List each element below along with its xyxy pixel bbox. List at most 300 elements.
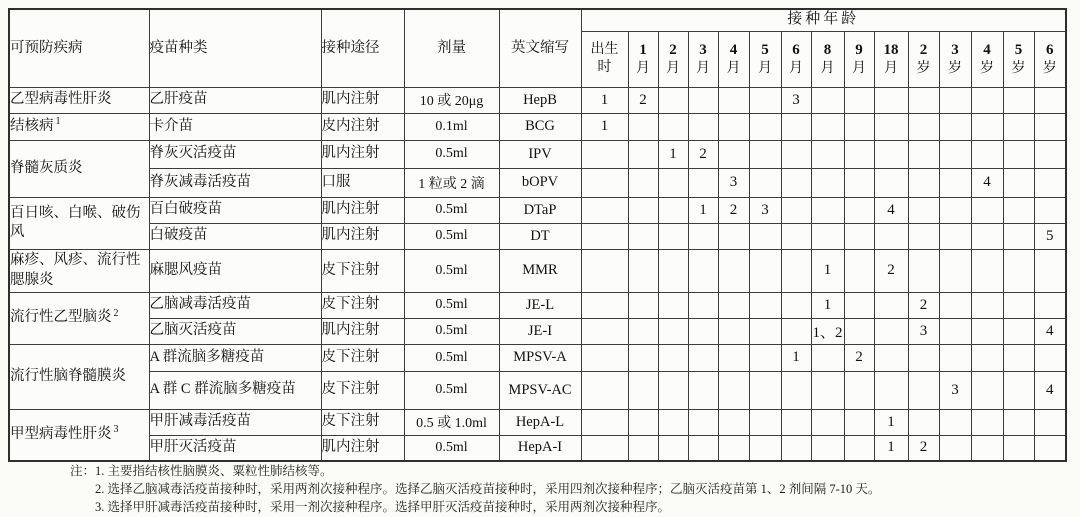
route-cell: 肌内注射 <box>321 87 404 113</box>
dose-grid-cell <box>628 435 658 461</box>
dose-grid-cell <box>939 409 971 435</box>
dose-grid-cell <box>1003 113 1034 140</box>
dose-grid-cell <box>971 140 1003 168</box>
dose-grid-cell <box>749 292 781 318</box>
age-col-header <box>939 31 971 87</box>
dose-grid-cell: 3 <box>781 87 811 113</box>
age-col-number: 出生 <box>590 41 619 57</box>
age-col-unit: 月 <box>852 60 866 76</box>
vaccine-cell: 甲肝减毒活疫苗 <box>149 409 321 435</box>
dose-grid-cell <box>811 140 844 168</box>
dose-grid-cell <box>781 409 811 435</box>
dose-grid-cell <box>628 409 658 435</box>
dose-grid-cell <box>874 318 908 344</box>
age-col-unit: 月 <box>789 60 803 76</box>
vaccine-row <box>9 435 1066 461</box>
dose-grid-cell <box>844 318 874 344</box>
dose-grid-cell <box>581 140 628 168</box>
dose-grid-cell <box>749 223 781 249</box>
dose-grid-cell <box>749 249 781 292</box>
dose-grid-cell: 4 <box>874 197 908 223</box>
dose-grid-cell <box>749 318 781 344</box>
dose-grid-cell <box>844 223 874 249</box>
dose-grid-cell <box>939 249 971 292</box>
dose-grid-cell: 5 <box>1034 223 1066 249</box>
dose-grid-cell <box>811 371 844 409</box>
dose-grid-cell <box>1034 168 1066 197</box>
dose-grid-cell <box>908 223 939 249</box>
dose-grid-cell <box>971 223 1003 249</box>
col-header-vaccine: 疫苗种类 <box>149 9 321 87</box>
footnote-marker: 2 <box>113 307 119 319</box>
vaccine-row <box>9 168 1066 197</box>
dose-grid-cell <box>908 140 939 168</box>
vaccine-cell: 脊灰减毒活疫苗 <box>149 168 321 197</box>
dose-grid-cell <box>718 318 749 344</box>
age-col-number: 1 <box>639 41 647 58</box>
dose-grid-cell <box>939 292 971 318</box>
dose-grid-cell <box>874 87 908 113</box>
vaccine-row <box>9 292 1066 318</box>
age-col-unit: 岁 <box>916 60 931 76</box>
dose-grid-cell <box>844 87 874 113</box>
age-col-header <box>874 31 908 87</box>
age-col-number: 5 <box>761 41 769 58</box>
age-col-number: 5 <box>1014 41 1023 58</box>
dose-grid-cell <box>844 371 874 409</box>
vaccine-cell: 麻腮风疫苗 <box>149 249 321 292</box>
dose-grid-cell <box>718 409 749 435</box>
vaccine-cell: 脊灰灭活疫苗 <box>149 140 321 168</box>
dose-grid-cell <box>1034 197 1066 223</box>
dose-grid-cell <box>628 344 658 371</box>
route-cell: 皮下注射 <box>321 371 404 409</box>
col-header-dose: 剂量 <box>404 9 499 87</box>
dose-grid-cell: 1 <box>874 435 908 461</box>
dose-grid-cell <box>971 197 1003 223</box>
abbr-cell: BCG <box>499 113 581 140</box>
age-col-unit: 月 <box>696 60 710 76</box>
dose-grid-cell <box>688 249 718 292</box>
route-cell: 皮下注射 <box>321 344 404 371</box>
abbr-cell: HepA-L <box>499 409 581 435</box>
dose-grid-cell <box>581 197 628 223</box>
dose-grid-cell: 2 <box>718 197 749 223</box>
dose-grid-cell <box>939 197 971 223</box>
dose-grid-cell <box>1003 197 1034 223</box>
dose-grid-cell <box>971 344 1003 371</box>
dose-grid-cell <box>1034 140 1066 168</box>
dose-grid-cell <box>811 87 844 113</box>
dose-grid-cell <box>971 292 1003 318</box>
dose-cell: 0.5ml <box>404 344 499 371</box>
dose-grid-cell <box>749 344 781 371</box>
dose-grid-cell <box>718 223 749 249</box>
dose-grid-cell <box>1034 113 1066 140</box>
dose-grid-cell <box>1003 371 1034 409</box>
dose-grid-cell <box>1034 409 1066 435</box>
dose-cell: 0.5ml <box>404 318 499 344</box>
dose-grid-cell <box>1003 409 1034 435</box>
age-col-number: 3 <box>951 41 959 58</box>
age-col-header <box>718 31 749 87</box>
age-col-unit: 月 <box>884 60 898 76</box>
footnote-line: 1. 主要指结核性脑膜炎、粟粒性肺结核等。 <box>95 464 333 478</box>
vaccine-cell: 百白破疫苗 <box>149 197 321 223</box>
dose-grid-cell <box>874 292 908 318</box>
dose-grid-cell <box>874 168 908 197</box>
route-cell: 肌内注射 <box>321 318 404 344</box>
abbr-cell: DTaP <box>499 197 581 223</box>
vaccine-row <box>9 197 1066 223</box>
dose-grid-cell: 1 <box>581 113 628 140</box>
abbr-cell: IPV <box>499 140 581 168</box>
age-col-unit: 岁 <box>1042 60 1057 76</box>
dose-grid-cell <box>939 87 971 113</box>
disease-cell: 百日咳、白喉、破伤风 <box>9 197 149 249</box>
dose-grid-cell <box>718 344 749 371</box>
vaccine-cell: 甲肝灭活疫苗 <box>149 435 321 461</box>
dose-grid-cell <box>1034 87 1066 113</box>
vaccine-row <box>9 318 1066 344</box>
dose-grid-cell <box>1034 435 1066 461</box>
table-body <box>9 87 1066 461</box>
dose-cell: 0.5ml <box>404 197 499 223</box>
age-col-header <box>658 31 688 87</box>
dose-grid-cell <box>628 371 658 409</box>
dose-grid-cell <box>874 140 908 168</box>
age-col-unit: 月 <box>758 60 772 76</box>
dose-grid-cell <box>749 168 781 197</box>
dose-grid-cell <box>581 435 628 461</box>
age-col-number: 6 <box>1046 41 1054 58</box>
dose-grid-cell <box>718 292 749 318</box>
dose-grid-cell <box>749 113 781 140</box>
dose-grid-cell <box>939 435 971 461</box>
age-col-number: 6 <box>792 41 800 58</box>
age-col-number: 2 <box>919 41 928 58</box>
dose-grid-cell <box>874 113 908 140</box>
age-col-number: 3 <box>699 41 707 58</box>
abbr-cell: DT <box>499 223 581 249</box>
dose-grid-cell <box>939 140 971 168</box>
age-col-header <box>1003 31 1034 87</box>
dose-grid-cell <box>1003 292 1034 318</box>
vaccine-row <box>9 409 1066 435</box>
vaccine-cell: 乙脑减毒活疫苗 <box>149 292 321 318</box>
dose-grid-cell <box>1003 223 1034 249</box>
route-cell: 皮内注射 <box>321 113 404 140</box>
vaccine-row <box>9 223 1066 249</box>
col-header-route: 接种途径 <box>321 9 404 87</box>
age-col-header <box>971 31 1003 87</box>
dose-cell: 0.5ml <box>404 223 499 249</box>
dose-grid-cell: 3 <box>908 318 939 344</box>
dose-grid-cell <box>581 318 628 344</box>
dose-grid-cell <box>811 168 844 197</box>
dose-grid-cell <box>939 168 971 197</box>
dose-grid-cell <box>811 197 844 223</box>
footnotes-items <box>95 463 1070 516</box>
age-col-header <box>811 31 844 87</box>
dose-grid-cell <box>908 197 939 223</box>
dose-grid-cell <box>971 435 1003 461</box>
dose-cell: 0.1ml <box>404 113 499 140</box>
dose-grid-cell <box>1034 344 1066 371</box>
dose-grid-cell <box>658 371 688 409</box>
dose-grid-cell <box>581 371 628 409</box>
dose-grid-cell: 1 <box>581 87 628 113</box>
abbr-cell: MPSV-A <box>499 344 581 371</box>
dose-grid-cell <box>628 197 658 223</box>
route-cell: 皮下注射 <box>321 249 404 292</box>
abbr-cell: MMR <box>499 249 581 292</box>
dose-grid-cell: 1 <box>811 292 844 318</box>
dose-grid-cell <box>581 249 628 292</box>
age-col-number: 4 <box>983 41 991 58</box>
dose-grid-cell <box>581 409 628 435</box>
route-cell: 肌内注射 <box>321 435 404 461</box>
age-col-header <box>844 31 874 87</box>
dose-grid-cell <box>844 292 874 318</box>
route-cell: 肌内注射 <box>321 140 404 168</box>
dose-grid-cell <box>718 87 749 113</box>
age-col-header <box>1034 31 1066 87</box>
vaccine-row <box>9 344 1066 371</box>
dose-grid-cell <box>844 113 874 140</box>
dose-grid-cell <box>688 435 718 461</box>
dose-grid-cell <box>908 168 939 197</box>
dose-grid-cell <box>811 223 844 249</box>
age-col-header <box>628 31 658 87</box>
dose-grid-cell: 3 <box>718 168 749 197</box>
abbr-cell: MPSV-AC <box>499 371 581 409</box>
dose-grid-cell <box>688 87 718 113</box>
footnotes-label: 注： <box>70 464 96 478</box>
dose-grid-cell <box>688 168 718 197</box>
disease-cell: 乙型病毒性肝炎 <box>9 87 149 113</box>
dose-grid-cell <box>844 249 874 292</box>
dose-grid-cell <box>781 223 811 249</box>
dose-grid-cell <box>1034 249 1066 292</box>
dose-cell: 1 粒或 2 滴 <box>404 168 499 197</box>
col-header-abbr: 英文缩写 <box>499 9 581 87</box>
dose-grid-cell <box>1003 435 1034 461</box>
route-cell: 肌内注射 <box>321 197 404 223</box>
dose-grid-cell <box>781 168 811 197</box>
dose-grid-cell: 2 <box>628 87 658 113</box>
dose-grid-cell <box>628 140 658 168</box>
dose-grid-cell <box>971 409 1003 435</box>
dose-grid-cell <box>908 249 939 292</box>
dose-grid-cell <box>971 249 1003 292</box>
dose-grid-cell <box>781 113 811 140</box>
dose-grid-cell <box>628 223 658 249</box>
footnote-marker: 1 <box>55 116 61 128</box>
age-col-unit: 岁 <box>948 60 962 76</box>
dose-grid-cell <box>658 318 688 344</box>
disease-cell: 流行性脑脊髓膜炎 <box>9 344 149 409</box>
table-header <box>9 9 1066 87</box>
vaccine-row <box>9 113 1066 140</box>
dose-grid-cell <box>1034 292 1066 318</box>
route-cell: 皮下注射 <box>321 292 404 318</box>
dose-grid-cell <box>581 292 628 318</box>
dose-grid-cell <box>844 197 874 223</box>
age-col-unit: 岁 <box>980 60 994 76</box>
dose-grid-cell: 2 <box>908 435 939 461</box>
dose-grid-cell <box>811 435 844 461</box>
dose-grid-cell <box>874 223 908 249</box>
disease-cell: 麻疹、风疹、流行性腮腺炎 <box>9 249 149 292</box>
dose-grid-cell <box>718 249 749 292</box>
vaccine-row <box>9 371 1066 409</box>
dose-grid-cell <box>688 318 718 344</box>
dose-grid-cell <box>688 409 718 435</box>
dose-grid-cell <box>688 113 718 140</box>
age-col-unit: 月 <box>666 60 680 76</box>
route-cell: 肌内注射 <box>321 223 404 249</box>
dose-grid-cell <box>749 409 781 435</box>
age-col-number: 9 <box>855 41 863 58</box>
dose-grid-cell <box>1003 344 1034 371</box>
dose-grid-cell: 4 <box>971 168 1003 197</box>
dose-grid-cell <box>781 371 811 409</box>
dose-grid-cell <box>971 87 1003 113</box>
dose-grid-cell <box>688 292 718 318</box>
dose-grid-cell <box>658 249 688 292</box>
dose-grid-cell <box>718 435 749 461</box>
dose-grid-cell <box>718 113 749 140</box>
dose-grid-cell <box>688 371 718 409</box>
vaccine-row <box>9 140 1066 168</box>
dose-cell: 0.5ml <box>404 435 499 461</box>
dose-grid-cell <box>908 87 939 113</box>
footnote-marker: 3 <box>113 424 119 436</box>
vaccine-cell: 乙肝疫苗 <box>149 87 321 113</box>
dose-grid-cell <box>781 318 811 344</box>
dose-grid-cell <box>971 318 1003 344</box>
immunization-schedule-table <box>8 8 1067 462</box>
dose-grid-cell <box>628 318 658 344</box>
dose-grid-cell: 2 <box>844 344 874 371</box>
dose-grid-cell <box>971 113 1003 140</box>
abbr-cell: HepA-I <box>499 435 581 461</box>
dose-grid-cell <box>939 223 971 249</box>
abbr-cell: JE-I <box>499 318 581 344</box>
dose-grid-cell <box>908 409 939 435</box>
dose-grid-cell: 4 <box>1034 318 1066 344</box>
age-col-header <box>688 31 718 87</box>
dose-grid-cell <box>628 113 658 140</box>
age-col-number: 2 <box>669 41 677 58</box>
age-col-number: 18 <box>883 41 899 58</box>
abbr-cell: HepB <box>499 87 581 113</box>
dose-grid-cell <box>811 113 844 140</box>
dose-grid-cell <box>718 371 749 409</box>
route-cell: 皮下注射 <box>321 409 404 435</box>
vaccine-row <box>9 249 1066 292</box>
vaccine-cell: 卡介苗 <box>149 113 321 140</box>
dose-grid-cell <box>628 168 658 197</box>
footnote-line: 2. 选择乙脑减毒活疫苗接种时，采用两剂次接种程序。选择乙脑灭活疫苗接种时，采用四剂次接种程序；乙脑灭活疫苗第 1、2 剂间隔 7-10 天。 <box>95 481 881 496</box>
dose-grid-cell: 4 <box>1034 371 1066 409</box>
age-col-unit: 月 <box>726 60 741 76</box>
dose-grid-cell: 1 <box>874 409 908 435</box>
vaccine-cell: 白破疫苗 <box>149 223 321 249</box>
dose-grid-cell <box>844 168 874 197</box>
age-col-unit: 月 <box>636 60 650 76</box>
dose-grid-cell <box>939 318 971 344</box>
dose-cell: 0.5ml <box>404 292 499 318</box>
vaccine-cell: 乙脑灭活疫苗 <box>149 318 321 344</box>
age-col-number: 4 <box>729 41 738 58</box>
dose-grid-cell <box>781 140 811 168</box>
vaccine-cell: A 群 C 群流脑多糖疫苗 <box>149 371 321 409</box>
age-col-unit: 岁 <box>1011 60 1026 76</box>
dose-grid-cell <box>658 113 688 140</box>
vaccine-cell: A 群流脑多糖疫苗 <box>149 344 321 371</box>
age-col-header <box>581 31 628 87</box>
age-col-header <box>749 31 781 87</box>
age-col-unit: 月 <box>820 60 835 76</box>
dose-grid-cell <box>1003 168 1034 197</box>
route-cell: 口服 <box>321 168 404 197</box>
dose-grid-cell <box>658 87 688 113</box>
dose-grid-cell: 1 <box>688 197 718 223</box>
disease-cell: 甲型病毒性肝炎 $^3$ <box>9 409 149 461</box>
dose-grid-cell <box>749 435 781 461</box>
age-col-header <box>908 31 939 87</box>
dose-grid-cell <box>658 197 688 223</box>
disease-cell: 脊髓灰质炎 <box>9 140 149 197</box>
dose-grid-cell <box>658 223 688 249</box>
dose-cell: 0.5ml <box>404 371 499 409</box>
dose-grid-cell <box>781 292 811 318</box>
dose-grid-cell: 3 <box>939 371 971 409</box>
dose-grid-cell: 3 <box>749 197 781 223</box>
dose-grid-cell <box>874 344 908 371</box>
dose-cell: 10 或 20μg <box>404 87 499 113</box>
footnote-line: 3. 选择甲肝减毒活疫苗接种时，采用一剂次接种程序。选择甲肝灭活疫苗接种时，采用两剂次接种程序。 <box>95 499 671 514</box>
dose-grid-cell <box>581 168 628 197</box>
dose-grid-cell <box>628 249 658 292</box>
dose-grid-cell <box>811 409 844 435</box>
dose-cell: 0.5ml <box>404 140 499 168</box>
age-col-header <box>781 31 811 87</box>
col-header-age-group: 接种年龄 <box>581 9 1066 31</box>
dose-grid-cell <box>874 371 908 409</box>
dose-grid-cell <box>688 344 718 371</box>
col-header-disease: 可预防疾病 <box>9 9 149 87</box>
dose-grid-cell <box>844 409 874 435</box>
dose-grid-cell <box>581 223 628 249</box>
dose-grid-cell <box>749 371 781 409</box>
dose-grid-cell <box>749 87 781 113</box>
dose-grid-cell <box>908 371 939 409</box>
dose-grid-cell <box>628 292 658 318</box>
dose-grid-cell <box>1003 87 1034 113</box>
dose-grid-cell <box>658 409 688 435</box>
dose-grid-cell <box>908 113 939 140</box>
dose-grid-cell <box>718 140 749 168</box>
dose-grid-cell <box>908 344 939 371</box>
abbr-cell: bOPV <box>499 168 581 197</box>
dose-grid-cell: 2 <box>688 140 718 168</box>
dose-grid-cell <box>971 371 1003 409</box>
dose-cell: 0.5ml <box>404 249 499 292</box>
dose-cell: 0.5 或 1.0ml <box>404 409 499 435</box>
